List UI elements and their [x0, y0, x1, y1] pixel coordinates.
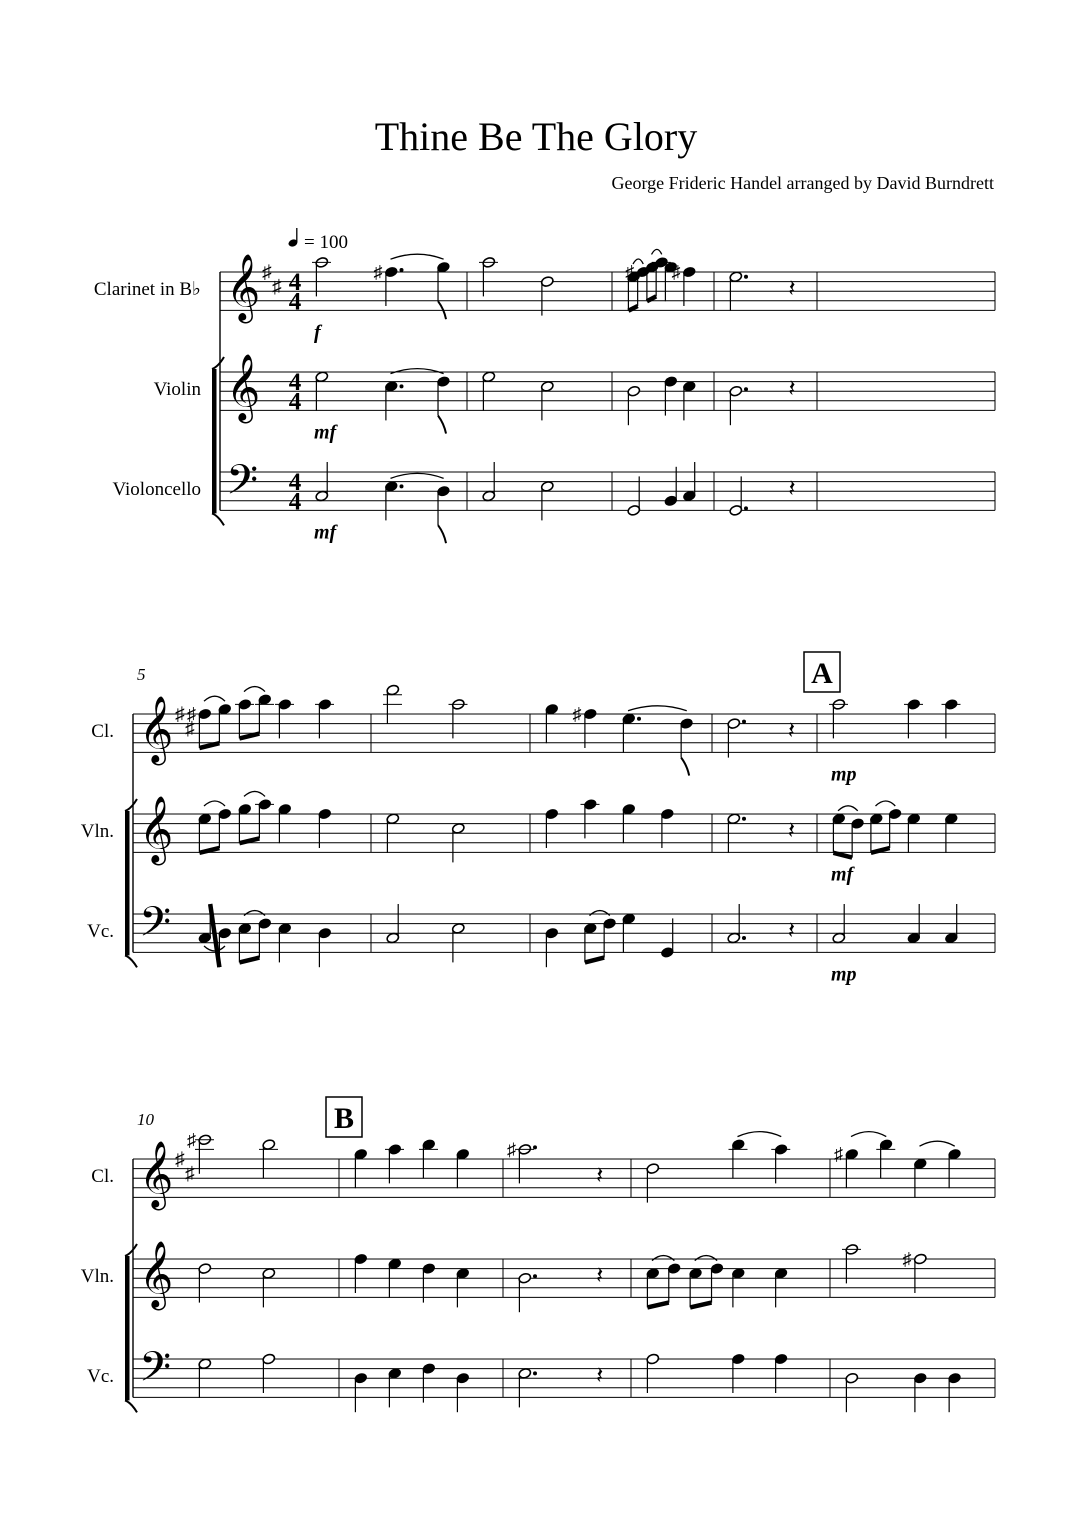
- score-title: Thine Be The Glory: [374, 114, 698, 159]
- slur: [920, 1141, 955, 1146]
- bass-clef-icon: 𝄢: [226, 456, 259, 513]
- quarter-rest-icon: 𝄽: [787, 818, 796, 844]
- bracket-hook: [212, 513, 224, 525]
- augmentation-dot: [744, 275, 748, 279]
- beam: [647, 1303, 668, 1308]
- time-signature-denominator: 4: [288, 488, 302, 516]
- staff-vln: [81, 791, 995, 865]
- slur: [204, 801, 225, 806]
- time-signature-denominator: 4: [288, 288, 302, 316]
- key-sharp-icon: ♯: [272, 276, 282, 298]
- quarter-rest-icon: 𝄽: [596, 1363, 604, 1389]
- staff-vln: [81, 1242, 995, 1313]
- beam: [199, 743, 219, 748]
- dynamic-marking: mp: [831, 963, 857, 986]
- dynamic-marking: mf: [314, 421, 337, 444]
- slur: [204, 696, 225, 701]
- staff-vln: [154, 355, 995, 434]
- accidental-sharp-icon: ♯: [902, 1249, 912, 1269]
- treble-clef-icon: 𝄞: [226, 254, 261, 320]
- treble-clef-icon: 𝄞: [139, 696, 174, 762]
- augmentation-dot: [742, 936, 746, 940]
- measure-number: 10: [137, 1110, 154, 1129]
- note-flag: [438, 525, 446, 543]
- note-flag: [681, 758, 689, 776]
- instrument-label: Violin: [153, 379, 201, 401]
- quarter-rest-icon: 𝄽: [787, 918, 796, 944]
- slur: [244, 911, 265, 916]
- beam: [833, 853, 852, 858]
- augmentation-dot: [400, 268, 404, 272]
- augmentation-dot: [533, 1371, 537, 1375]
- accidental-sharp-icon: ♯: [625, 262, 635, 282]
- instrument-label: Violoncello: [112, 479, 201, 501]
- instrument-label: Vc.: [87, 921, 114, 943]
- rehearsal-mark: A: [811, 657, 833, 690]
- augmentation-dot: [742, 720, 746, 724]
- instrument-label: Vc.: [87, 1366, 114, 1388]
- treble-clef-icon: 𝄞: [139, 1141, 174, 1207]
- time-signature-numerator: 4: [288, 469, 302, 497]
- slur: [590, 911, 610, 916]
- key-sharp-icon: ♯: [175, 704, 185, 725]
- staff-vc: [112, 457, 995, 543]
- quarter-rest-icon: 𝄽: [596, 1263, 604, 1289]
- beam: [239, 734, 259, 739]
- augmentation-dot: [400, 384, 404, 388]
- bracket-hook: [125, 799, 137, 811]
- accidental-sharp-icon: ♯: [373, 262, 383, 282]
- slur: [633, 259, 643, 264]
- slur: [244, 791, 265, 796]
- time-signature-denominator: 4: [288, 388, 302, 416]
- bracket-hook: [125, 1400, 137, 1412]
- system: [81, 1097, 995, 1412]
- beam: [585, 958, 604, 963]
- quarter-rest-icon: 𝄽: [596, 1163, 604, 1189]
- slur: [695, 1256, 717, 1261]
- rehearsal-mark: B: [333, 1102, 355, 1135]
- augmentation-dot: [533, 1274, 537, 1278]
- bass-clef-icon: 𝄢: [139, 898, 172, 955]
- key-sharp-icon: ♯: [185, 718, 195, 740]
- composer-credit: George Frideric Handel arranged by David Burndrett: [611, 173, 994, 193]
- instrument-label: Cl.: [91, 721, 114, 743]
- augmentation-dot: [744, 506, 748, 510]
- quarter-rest-icon: 𝄽: [788, 476, 796, 502]
- staff-cl: [91, 1130, 995, 1211]
- key-sharp-icon: ♯: [185, 1163, 195, 1185]
- system: [94, 249, 995, 543]
- treble-clef-icon: 𝄞: [139, 796, 174, 862]
- quarter-rest-icon: 𝄽: [787, 718, 796, 744]
- accidental-sharp-icon: ♯: [671, 262, 681, 282]
- instrument-label: Vln.: [80, 1266, 114, 1288]
- accidental-sharp-icon: ♯: [187, 1129, 196, 1150]
- beam: [690, 1303, 711, 1308]
- slur: [391, 254, 444, 259]
- note-flag: [438, 416, 446, 434]
- tempo-bpm: = 100: [304, 232, 348, 253]
- slur: [652, 1256, 674, 1261]
- measure-number: 5: [137, 665, 146, 684]
- accidental-sharp-icon: ♯: [507, 1139, 516, 1160]
- treble-clef-icon: 𝄞: [226, 354, 261, 420]
- time-signature-numerator: 4: [288, 369, 302, 397]
- slur: [652, 249, 662, 254]
- bracket-hook: [125, 1244, 137, 1256]
- bracket-hook: [125, 955, 137, 967]
- instrument-label: Vln.: [80, 821, 114, 843]
- tempo-marking: [288, 228, 348, 253]
- staff-vc: [87, 1344, 995, 1412]
- slur: [876, 801, 896, 806]
- key-sharp-icon: ♯: [175, 1149, 185, 1170]
- string-bracket: [212, 369, 217, 513]
- treble-clef-icon: 𝄞: [139, 1241, 174, 1307]
- time-signature-numerator: 4: [288, 269, 302, 297]
- accidental-sharp-icon: ♯: [834, 1144, 843, 1165]
- quarter-rest-icon: 𝄽: [788, 276, 796, 302]
- slur: [391, 369, 444, 374]
- slur: [391, 473, 444, 478]
- augmentation-dot: [533, 1145, 537, 1149]
- augmentation-dot: [637, 717, 641, 721]
- instrument-label: Clarinet in B♭: [93, 279, 201, 301]
- slur: [851, 1132, 886, 1137]
- slur: [738, 1132, 782, 1137]
- instrument-label: Cl.: [91, 1166, 114, 1188]
- staff-cl: [91, 684, 995, 776]
- bass-clef-icon: 𝄢: [139, 1343, 172, 1400]
- staff-cl: [94, 249, 995, 323]
- augmentation-dot: [400, 484, 404, 488]
- dynamic-marking: mf: [831, 863, 854, 886]
- string-bracket: [125, 811, 130, 955]
- string-bracket: [125, 1256, 130, 1400]
- dynamic-marking: mf: [314, 521, 337, 544]
- beam: [239, 958, 259, 963]
- slur: [628, 706, 687, 711]
- slur: [244, 687, 265, 692]
- beam: [210, 904, 219, 967]
- dynamic-marking: mp: [831, 763, 857, 786]
- accidental-sharp-icon: ♯: [187, 704, 196, 724]
- bracket-hook: [212, 357, 224, 369]
- system: [81, 652, 995, 985]
- augmentation-dot: [744, 387, 748, 391]
- accidental-sharp-icon: ♯: [572, 704, 582, 724]
- quarter-rest-icon: 𝄽: [788, 376, 796, 402]
- augmentation-dot: [742, 817, 746, 821]
- dynamic-marking: f: [314, 321, 321, 344]
- key-sharp-icon: ♯: [262, 262, 272, 283]
- staff-vc: [87, 899, 995, 967]
- slur: [838, 806, 858, 811]
